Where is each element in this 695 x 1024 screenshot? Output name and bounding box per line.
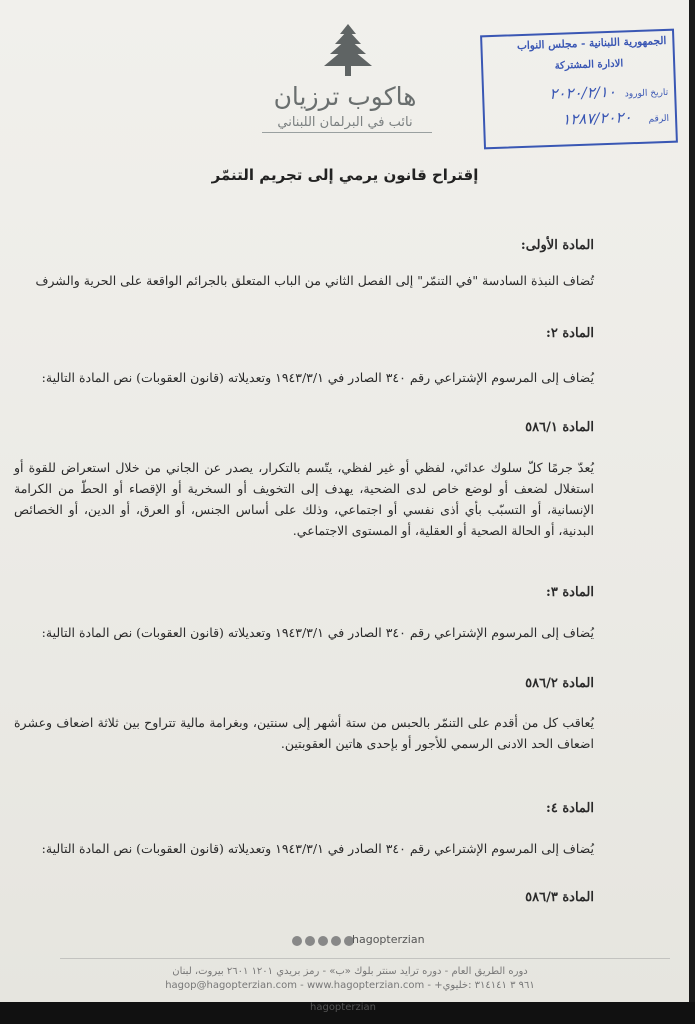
- article-2-heading: المادة ٢:: [546, 326, 594, 341]
- twitter-icon: [331, 936, 341, 946]
- article-586-3-heading: المادة ٥٨٦/٣: [525, 890, 594, 905]
- document-title: إقتراح قانون يرمي إلى تجريم التنمّر: [211, 166, 479, 184]
- stamp-line-2: الادارة المشتركة: [554, 58, 624, 72]
- stamp-number-value: ١٢٨٧/٢٠٢٠: [561, 108, 632, 129]
- stamp-date-value: ٢٠٢٠/٢/١٠: [549, 82, 617, 104]
- article-586-1-heading: المادة ٥٨٦/١: [525, 420, 594, 435]
- article-3-heading: المادة ٣:: [546, 585, 594, 600]
- bottom-dark-strip: [0, 1002, 695, 1024]
- social-icons: [292, 933, 354, 949]
- bottom-ghost-text: hagopterzian: [310, 1002, 376, 1013]
- email-icon: [292, 936, 302, 946]
- article-3-text: يُضاف إلى المرسوم الإشتراعي رقم ٣٤٠ الصادر في ١٩٤٣/٣/١ وتعديلاته (قانون العقوبات) نص المادة التالية:: [41, 625, 594, 640]
- mp-name: هاكوب ترزيان: [273, 82, 417, 111]
- stamp-number-label: الرقم: [648, 113, 670, 125]
- stamp-date-row: [549, 81, 668, 103]
- cedar-tree-icon: [320, 22, 376, 78]
- facebook-icon: [318, 936, 328, 946]
- article-4-heading: المادة ٤:: [546, 801, 594, 816]
- article-586-1-text: يُعدّ جرمًا كلّ سلوك عدائي، لفظي أو غير لفظي، يتّسم بالتكرار، يصدر عن الجاني من خلال استعراض للقوة أو استغلال لضعف أو لوضع خاص لدى الضحية، يهدف إلى التخويف أو السخرية أو الإقصاء أو الحطّ من الكرامة الإنسانية، أو التسبّب بأي أذى نفسي أو اجتماعي، وذلك على أساس الجنس، أو العرق، أو الدين، أو الخصائص البدنية، أو الحالة الصحية أو العقلية، أو المستوى الاجتماعي.: [14, 460, 594, 538]
- footer-divider: [60, 958, 670, 959]
- stamp-date-label: تاريخ الورود: [624, 87, 669, 100]
- article-2-text: يُضاف إلى المرسوم الإشتراعي رقم ٣٤٠ الصادر في ١٩٤٣/٣/١ وتعديلاته (قانون العقوبات) نص المادة التالية:: [41, 370, 594, 385]
- footer-address: دوره الطريق العام - دوره ترايد سنتر بلوك «ب» - رمز بريدي ١٢٠١ ٢٦٠١ بيروت، لبنان: [172, 966, 528, 977]
- article-1-text: تُضاف النبذة السادسة "في التنمّر" إلى الفصل الثاني من الباب المتعلق بالجرائم الواقعة على الحرية والشرف: [35, 273, 594, 288]
- article-4-text: يُضاف إلى المرسوم الإشتراعي رقم ٣٤٠ الصادر في ١٩٤٣/٣/١ وتعديلاته (قانون العقوبات) نص المادة التالية:: [41, 841, 594, 856]
- footer-contact: hagop@hagopterzian.com - www.hagopterzian.com - +٩٦١ ٣ ٣١٤١٤١ :خليوي: [165, 980, 535, 991]
- stamp-line-1: الجمهورية اللبنانية - مجلس النواب: [516, 34, 667, 53]
- official-stamp: [480, 29, 678, 150]
- article-586-2-heading: المادة ٥٨٦/٢: [525, 676, 594, 691]
- stamp-number-row: [562, 107, 669, 129]
- subtitle-underline: [262, 132, 432, 133]
- article-1-heading: المادة الأولى:: [520, 238, 594, 253]
- social-handle: hagopterzian: [352, 933, 425, 946]
- mp-subtitle: نائب في البرلمان اللبناني: [277, 115, 413, 130]
- instagram-icon: [305, 936, 315, 946]
- article-586-2-text: يُعاقب كل من أقدم على التنمّر بالحبس من ستة أشهر إلى سنتين، وبغرامة مالية تتراوح بين ثلاثة اضعاف وعشرة اضعاف الحد الادنى الرسمي للأجور أو بإحدى هاتين العقوبتين.: [14, 715, 594, 751]
